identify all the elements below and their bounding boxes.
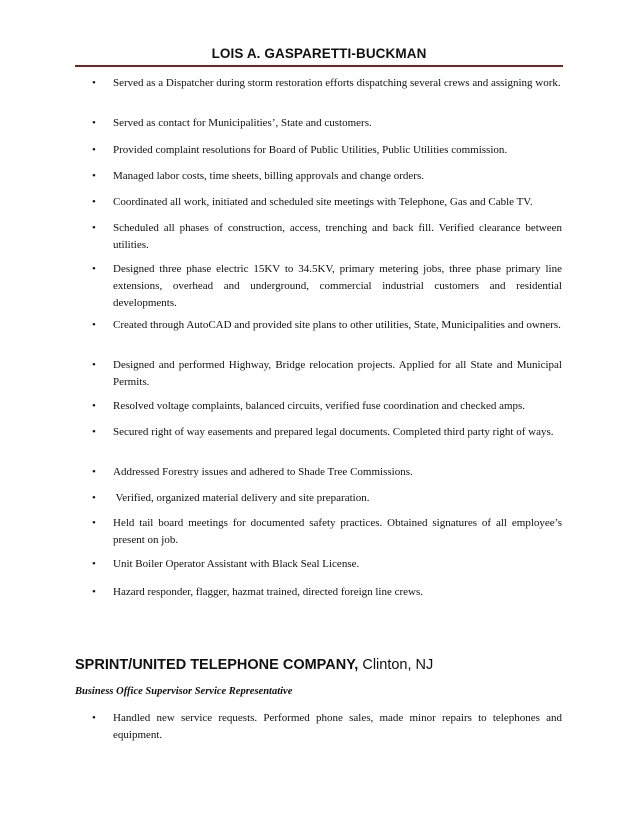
list-item-text: Held tail board meetings for documented safety practices. Obtained signatures of all employee’s present on job.	[113, 517, 562, 546]
bullet-icon: •	[92, 492, 96, 504]
company-name: SPRINT/UNITED TELEPHONE COMPANY,	[75, 657, 359, 673]
bullet-icon: •	[92, 558, 96, 570]
list-item-text: Verified, organized material delivery and site preparation.	[113, 492, 370, 504]
bullet-icon: •	[92, 319, 96, 331]
bullet-icon: •	[92, 144, 96, 156]
list-item-text: Managed labor costs, time sheets, billing approvals and change orders.	[113, 170, 424, 182]
bullet-icon: •	[92, 712, 96, 724]
list-item-text: Served as contact for Municipalities’, State and customers.	[113, 117, 372, 129]
company-location: Clinton, NJ	[358, 657, 434, 673]
page-header	[0, 45, 638, 63]
bullet-icon: •	[92, 517, 96, 529]
list-item-text: Designed and performed Highway, Bridge relocation projects. Applied for all State and Municipal Permits.	[113, 359, 562, 388]
applicant-name: LOIS A. GASPARETTI-BUCKMAN	[211, 46, 427, 61]
list-item-text: Provided complaint resolutions for Board of Public Utilities, Public Utilities commission.	[113, 144, 508, 156]
list-item-text: Created through AutoCAD and provided site plans to other utilities, State, Municipalities and owners.	[113, 319, 561, 331]
header-divider	[75, 65, 563, 67]
list-item-text: Secured right of way easements and prepared legal documents. Completed third party right of ways.	[113, 426, 554, 438]
bullet-icon: •	[92, 222, 96, 234]
list-item-text: Resolved voltage complaints, balanced circuits, verified fuse coordination and checked amps.	[113, 400, 526, 412]
list-item-text: Scheduled all phases of construction, access, trenching and back fill. Verified clearance between utilities.	[113, 222, 562, 251]
bullet-icon: •	[92, 466, 96, 478]
list-item-text: Served as a Dispatcher during storm restoration efforts dispatching several crews and assigning work.	[113, 77, 561, 89]
bullet-icon: •	[92, 426, 96, 438]
list-item-text: Coordinated all work, initiated and scheduled site meetings with Telephone, Gas and Cable TV.	[113, 196, 533, 208]
bullet-icon: •	[92, 586, 96, 598]
list-item-text: Hazard responder, flagger, hazmat trained, directed foreign line crews.	[113, 586, 424, 598]
list-item-text: Addressed Forestry issues and adhered to Shade Tree Commissions.	[113, 466, 413, 478]
job-title: Business Office Supervisor Service Representative	[75, 686, 293, 697]
bullet-icon: •	[92, 196, 96, 208]
bullet-icon: •	[92, 170, 96, 182]
bullet-icon: •	[92, 400, 96, 412]
list-item-text: Designed three phase electric 15KV to 34.5KV, primary metering jobs, three phase primary line extensions, overhead and underground, commercial industrial customers and residential developments.	[113, 263, 562, 309]
employer-heading	[75, 657, 433, 673]
list-item-text: Unit Boiler Operator Assistant with Black Seal License.	[113, 558, 360, 570]
list-item-text: Handled new service requests. Performed phone sales, made minor repairs to telephones and equipment.	[113, 712, 562, 741]
bullet-icon: •	[92, 359, 96, 371]
bullet-icon: •	[92, 77, 96, 89]
bullet-icon: •	[92, 263, 96, 275]
bullet-icon: •	[92, 117, 96, 129]
